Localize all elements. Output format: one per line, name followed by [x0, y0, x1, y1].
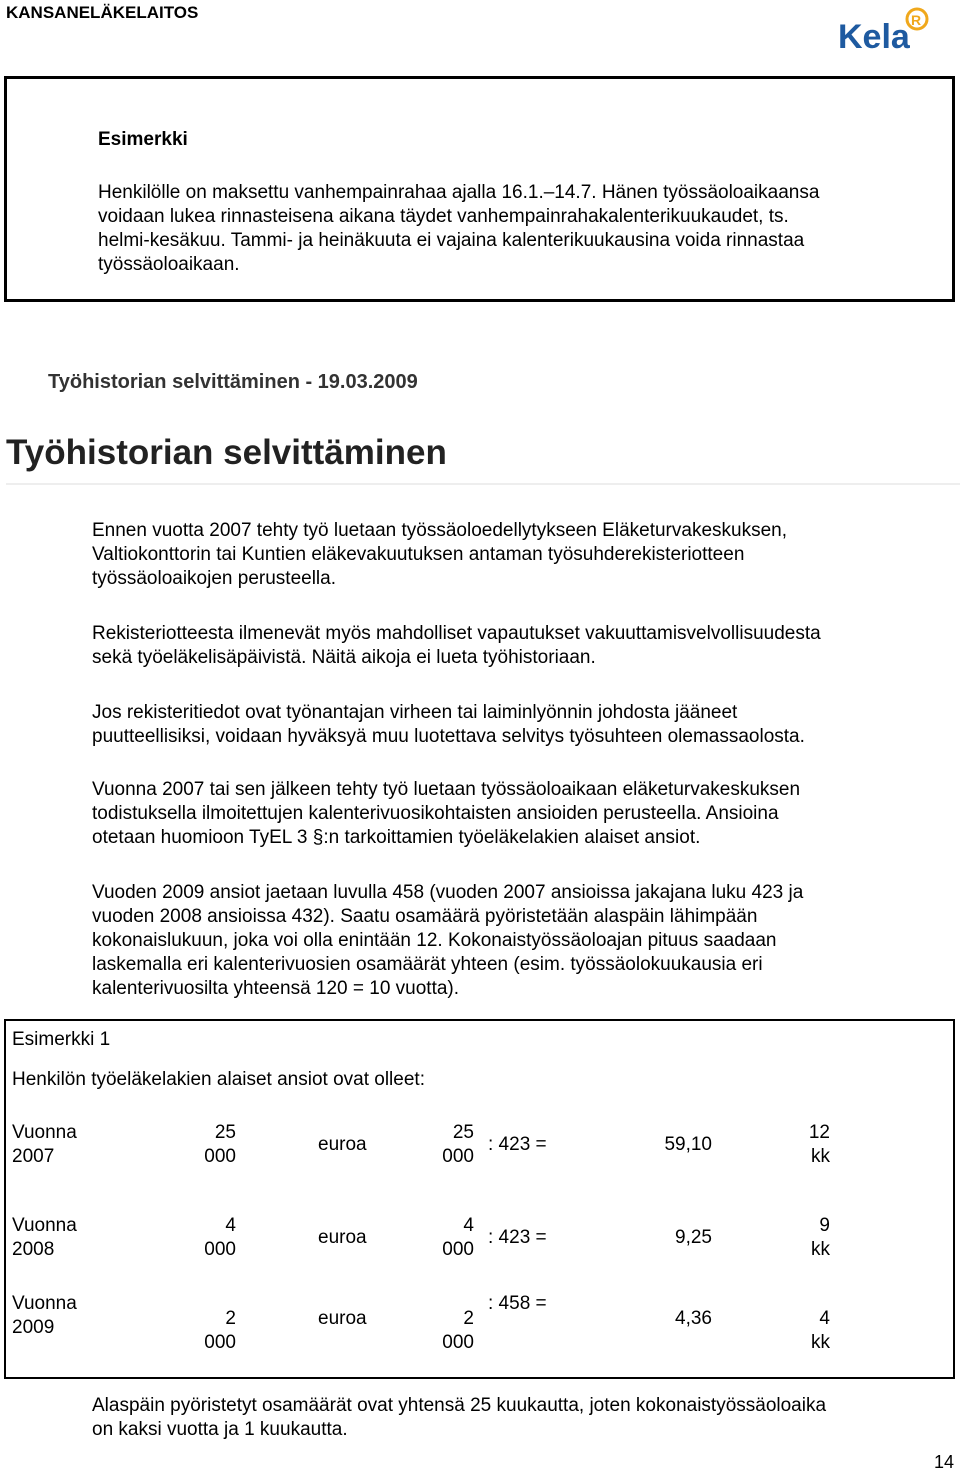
- table-row-amount2: 2 000: [442, 1308, 474, 1353]
- organization-name: KANSANELÄKELAITOS: [6, 3, 199, 22]
- table-row-divisor: : 423 =: [488, 1227, 547, 1248]
- table-row-result: 4,36: [675, 1308, 712, 1329]
- paragraph: [92, 519, 787, 591]
- title-divider: [6, 483, 960, 485]
- paragraph-line: kalenterivuosilta yhteensä 120 = 10 vuotta).: [92, 978, 460, 999]
- table-row-amount: 2 000: [204, 1308, 236, 1353]
- example1-heading: Esimerkki 1: [12, 1029, 111, 1050]
- table-row-amount: 25 000: [204, 1122, 236, 1167]
- example-line: helmi-kesäkuu. Tammi- ja heinäkuuta ei vajaina kalenterikuukausina voida rinnastaa: [98, 230, 805, 251]
- paragraph-line: todistuksella ilmoitettujen kalenterivuosikohtaisten ansioiden perusteella. Ansioina: [92, 803, 779, 824]
- kela-logo: [836, 4, 932, 52]
- page-number: 14: [933, 1452, 954, 1472]
- table-row-result: 9,25: [675, 1227, 712, 1248]
- table-row-amount2: 25 000: [442, 1122, 474, 1167]
- paragraph-line: laskemalla eri kalenterivuosien osamäärät yhteen (esim. työssäolokuukausia eri: [92, 954, 763, 975]
- table-row-unit: euroa: [318, 1308, 367, 1329]
- table-row-divisor: : 423 =: [488, 1134, 547, 1155]
- paragraph-line: Ennen vuotta 2007 tehty työ luetaan työssäoloedellytykseen Eläketurvakeskuksen,: [92, 520, 787, 541]
- paragraph-line: Vuoden 2009 ansiot jaetaan luvulla 458 (vuoden 2007 ansioissa jakajana luku 423 ja: [92, 882, 804, 903]
- example-text: [98, 181, 819, 277]
- paragraph-line: työssäoloaikojen perusteella.: [92, 568, 336, 589]
- paragraph-line: kokonaislukuun, joka voi olla enintään 12. Kokonaistyössäoloajan pituus saadaan: [92, 930, 777, 951]
- table-row-months: 4 kk: [811, 1308, 830, 1353]
- conclusion-text: [92, 1394, 826, 1442]
- section-subtitle: Työhistorian selvittäminen - 19.03.2009: [48, 371, 418, 393]
- table-row-year: Vuonna 2008: [12, 1215, 77, 1260]
- conclusion-line: on kaksi vuotta ja 1 kuukautta.: [92, 1419, 348, 1440]
- paragraph-line: Rekisteriotteesta ilmenevät myös mahdolliset vapautukset vakuuttamisvelvollisuudesta: [92, 623, 821, 644]
- paragraph-line: Jos rekisteritiedot ovat työnantajan virheen tai laiminlyönnin johdosta jääneet: [92, 702, 738, 723]
- paragraph-line: puutteellisiksi, voidaan hyväksyä muu luotettava selvitys työsuhteen olemassaolosta.: [92, 726, 805, 747]
- paragraph: [92, 622, 821, 670]
- table-row-unit: euroa: [318, 1134, 367, 1155]
- table-row-unit: euroa: [318, 1227, 367, 1248]
- table-row-months: 12 kk: [808, 1122, 830, 1167]
- example-line: työssäoloaikaan.: [98, 254, 240, 275]
- page-title: Työhistorian selvittäminen: [6, 433, 447, 472]
- paragraph-line: vuoden 2008 ansioissa 432). Saatu osamäärä pyöristetään alaspäin lähimpään: [92, 906, 758, 927]
- paragraph: [92, 881, 803, 1001]
- paragraph-line: Valtiokonttorin tai Kuntien eläkevakuutuksen antaman työsuhderekisteriotteen: [92, 544, 745, 565]
- paragraph-line: sekä työeläkelisäpäivistä. Näitä aikoja ei lueta työhistoriaan.: [92, 647, 596, 668]
- logo-text: Kela: [838, 18, 910, 52]
- example-heading: Esimerkki: [98, 129, 188, 150]
- paragraph: [92, 701, 805, 749]
- table-row-amount2: 4 000: [442, 1215, 474, 1260]
- table-row-year: Vuonna 2009: [12, 1293, 77, 1338]
- paragraph-line: Vuonna 2007 tai sen jälkeen tehty työ luetaan työssäoloaikaan eläketurvakeskuksen: [92, 779, 801, 800]
- table-row-year: Vuonna 2007: [12, 1122, 77, 1167]
- table-row-months: 9 kk: [811, 1215, 830, 1260]
- example1-intro: Henkilön työeläkelakien alaiset ansiot ovat olleet:: [12, 1069, 425, 1090]
- example-line: voidaan lukea rinnasteisena aikana täydet vanhempainrahakalenterikuukaudet, ts.: [98, 206, 789, 227]
- example-line: Henkilölle on maksettu vanhempainrahaa ajalla 16.1.–14.7. Hänen työssäoloaikaansa: [98, 182, 820, 203]
- conclusion-line: Alaspäin pyöristetyt osamäärät ovat yhtensä 25 kuukautta, joten kokonaistyössäoloaika: [92, 1395, 827, 1416]
- paragraph-line: otetaan huomioon TyEL 3 §:n tarkoittamien työeläkelakien alaiset ansiot.: [92, 827, 701, 848]
- table-row-divisor: : 458 =: [488, 1293, 547, 1314]
- table-row-amount: 4 000: [204, 1215, 236, 1260]
- paragraph: [92, 778, 800, 850]
- svg-text:R: R: [911, 12, 922, 28]
- table-row-result: 59,10: [664, 1134, 712, 1155]
